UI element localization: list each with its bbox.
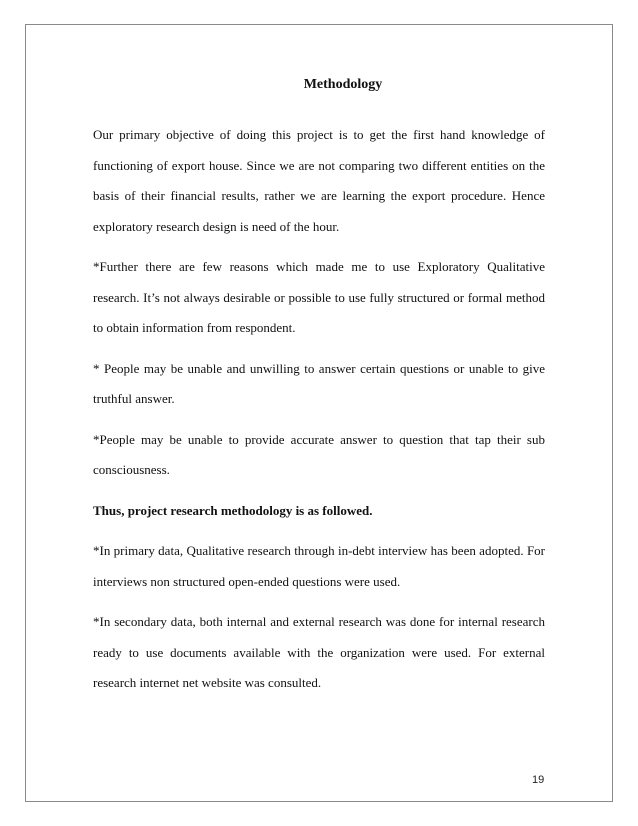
page-content bbox=[93, 72, 545, 709]
paragraph-secondary-data: *In secondary data, both internal and external research was done for internal research ready to use documents available with the organization were used. For external research internet net website was consulted. bbox=[93, 614, 545, 690]
paragraph-sub-consciousness: *People may be unable to provide accurate answer to question that tap their sub consciousness. bbox=[93, 431, 545, 477]
page-number: 19 bbox=[532, 774, 545, 786]
paragraph-methodology-heading: Thus, project research methodology is as followed. bbox=[93, 502, 373, 518]
paragraph-unwilling: * People may be unable and unwilling to answer certain questions or unable to give truthful answer. bbox=[93, 360, 545, 406]
page-title: Methodology bbox=[303, 77, 383, 92]
paragraph-reasons: *Further there are few reasons which made me to use Exploratory Qualitative research. It’s not always desirable or possible to use fully structured or formal method to obtain information from respondent. bbox=[93, 259, 545, 335]
paragraph-objective: Our primary objective of doing this project is to get the first hand knowledge of functioning of export house. Since we are not comparing two different entities on the basis of their financial results, rather we are learning the export procedure. Hence exploratory research design is need of the hour. bbox=[93, 127, 545, 234]
paragraph-primary-data: *In primary data, Qualitative research through in-debt interview has been adopted. For interviews non structured open-ended questions were used. bbox=[93, 543, 545, 589]
